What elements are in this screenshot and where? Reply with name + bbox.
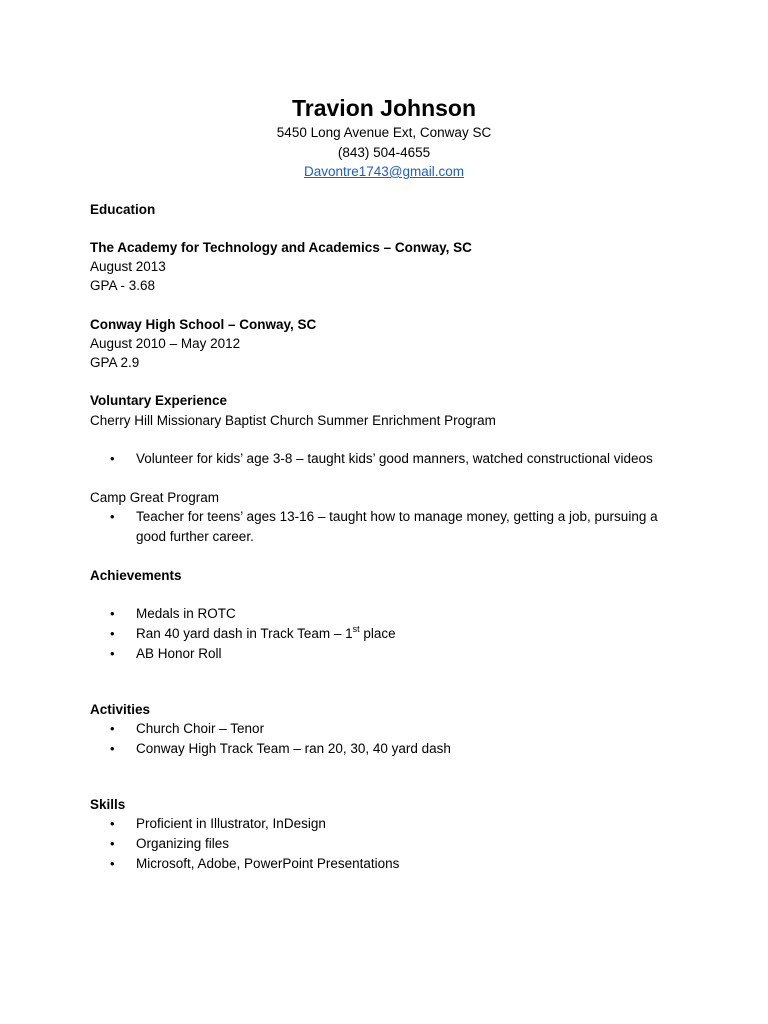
- list-item: • Conway High Track Team – ran 20, 30, 40 yard dash: [90, 739, 678, 759]
- bullet-icon: •: [110, 451, 115, 467]
- school-dates: August 2010 – May 2012: [90, 335, 241, 351]
- school-dates: August 2013: [90, 259, 166, 275]
- bullet-icon: •: [110, 836, 115, 851]
- school-name: Conway High School – Conway, SC: [90, 316, 317, 332]
- candidate-name: Travion Johnson: [291, 95, 477, 121]
- list-item: • Church Choir – Tenor: [90, 719, 678, 739]
- program-bullets: [90, 449, 678, 469]
- achievements-list: [90, 604, 678, 663]
- voluntary-section: [90, 391, 678, 546]
- bullet-icon: •: [110, 646, 115, 662]
- bullet-icon: •: [110, 855, 115, 871]
- school-gpa: GPA - 3.68: [90, 278, 156, 294]
- bullet-icon: •: [110, 741, 115, 757]
- bullet-icon: •: [110, 606, 115, 622]
- list-item: • Teacher for teens’ ages 13-16 – taught how to manage money, getting a job, pursuing a good further career.: [110, 509, 658, 545]
- program-name: Cherry Hill Missionary Baptist Church Summer Enrichment Program: [90, 412, 496, 428]
- program-name: Camp Great Program: [90, 490, 220, 506]
- list-item: • Organizing files: [90, 834, 678, 854]
- activities-heading: Activities: [90, 702, 151, 718]
- activities-section: [90, 700, 678, 759]
- school-gpa: GPA 2.9: [90, 355, 140, 371]
- school-name: The Academy for Technology and Academics – Conway, SC: [90, 239, 472, 255]
- list-item: • Proficient in Illustrator, InDesign: [90, 814, 678, 834]
- bullet-icon: •: [110, 509, 115, 525]
- address: 5450 Long Avenue Ext, Conway SC: [276, 125, 492, 140]
- bullet-icon: •: [110, 721, 115, 737]
- bullet-icon: •: [110, 816, 115, 832]
- email-link[interactable]: Davontre1743@gmail.com: [303, 164, 465, 179]
- activities-list: [90, 719, 678, 759]
- program-bullets: [90, 507, 678, 547]
- voluntary-heading: Voluntary Experience: [90, 393, 228, 409]
- achievements-section: [90, 566, 678, 664]
- skills-heading: Skills: [90, 797, 126, 812]
- education-heading: Education: [90, 201, 156, 217]
- list-item: • Ran 40 yard dash in Track Team – 1st place: [90, 624, 678, 644]
- skills-section: [90, 795, 678, 874]
- education-section: [90, 200, 678, 373]
- list-item: • Volunteer for kids’ age 3-8 – taught kids’ good manners, watched constructional videos: [90, 449, 678, 469]
- bullet-icon: •: [110, 626, 115, 642]
- phone-number: (843) 504-4655: [337, 144, 431, 160]
- list-item: • Microsoft, Adobe, PowerPoint Presentations: [90, 854, 678, 874]
- list-item: • AB Honor Roll: [90, 644, 678, 664]
- list-item: • Medals in ROTC: [90, 604, 678, 624]
- resume-header: [90, 0, 678, 182]
- achievements-heading: Achievements: [90, 568, 182, 584]
- skills-list: [90, 814, 678, 873]
